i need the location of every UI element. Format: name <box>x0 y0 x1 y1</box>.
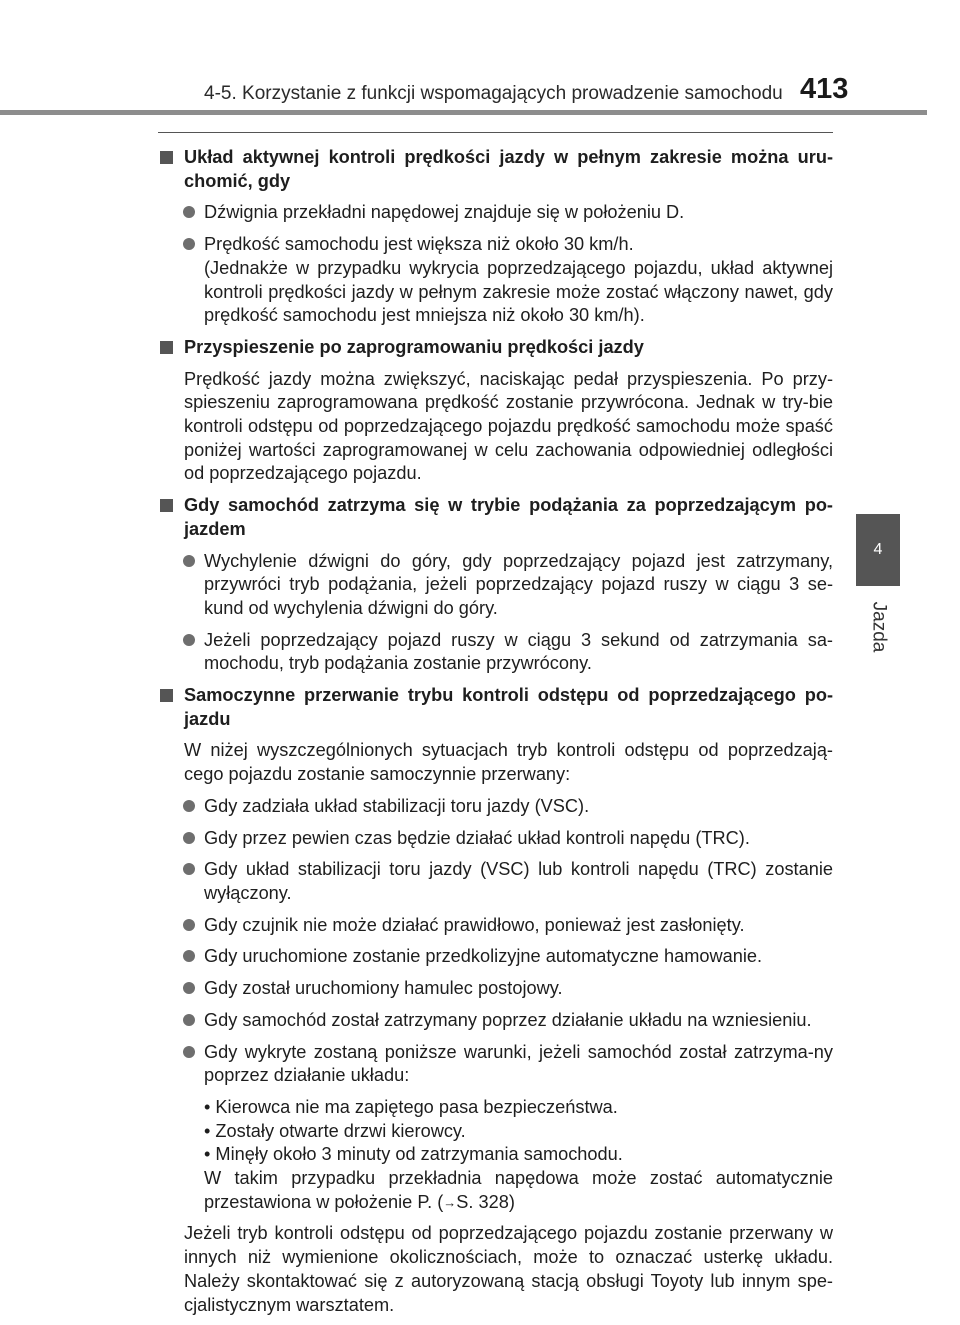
bullet-item: Gdy czujnik nie może działać prawidłowo, ponieważ jest zasłonięty. <box>160 914 833 938</box>
chapter-tab <box>856 514 900 586</box>
sub-item: • Kierowca nie ma zapiętego pasa bezpieczeństwa. <box>204 1096 618 1117</box>
page-number: 413 <box>800 73 849 105</box>
square-bullet-icon <box>160 499 173 512</box>
chapter-label <box>862 592 894 662</box>
circle-bullet-icon <box>183 634 195 646</box>
bullet-item: Dźwignia przekładni napędowej znajduje się w położeniu D. <box>160 201 833 225</box>
section-heading: Układ aktywnej kontroli prędkości jazdy w pełnym zakresie można uru-chomić, gdy <box>160 146 833 193</box>
circle-bullet-icon <box>183 1046 195 1058</box>
paragraph: Jeżeli tryb kontroli odstępu od poprzedzającego pojazdu zostanie przerwany w innych niż wymienione okolicznościach, może to oznaczać usterkę układu. Należy skontaktować się z autoryzowaną stacją obsługi Toyoty lub innym spe-cjalistycznym warsztatem. <box>184 1223 833 1315</box>
bullet-item: Prędkość samochodu jest większa niż około 30 km/h. (Jednakże w przypadku wykrycia poprzedzającego pojazdu, układ aktywnej kontroli prędkości jazdy w pełnym zakresie może zostać włączony nawet, gdy prędkość samochodu jest mniejsza niż około 30 km/h). <box>160 233 833 328</box>
bullet-item: Wychylenie dźwigni do góry, gdy poprzedzający pojazd jest zatrzymany, przywróci tryb podążania, jeżeli poprzedzający pojazd ruszy w ciągu 3 se-kund od wychylenia dźwigni do góry. <box>160 550 833 621</box>
bullet-item: Gdy zadziała układ stabilizacji toru jazdy (VSC). <box>160 795 833 819</box>
circle-bullet-icon <box>183 982 195 994</box>
circle-bullet-icon <box>183 206 195 218</box>
sub-item: • Minęły około 3 minuty od zatrzymania samochodu. <box>204 1144 623 1165</box>
sub-item: • Zostały otwarte drzwi kierowcy. <box>204 1120 466 1141</box>
bullet-item: Gdy został uruchomiony hamulec postojowy. <box>160 977 833 1001</box>
page-content <box>160 146 833 1325</box>
circle-bullet-icon <box>183 832 195 844</box>
circle-bullet-icon <box>183 919 195 931</box>
circle-bullet-icon <box>183 800 195 812</box>
header-rule <box>0 110 927 115</box>
chapter-label-text: Jazda <box>868 601 890 653</box>
section-heading: Gdy samochód zatrzyma się w trybie podążania za poprzedzającym po-jazdem <box>160 494 833 541</box>
bullet-item: Gdy wykryte zostaną poniższe warunki, jeżeli samochód został zatrzyma-ny poprzez działanie układu: <box>160 1041 833 1088</box>
circle-bullet-icon <box>183 863 195 875</box>
paragraph: W niżej wyszczególnionych sytuacjach tryb kontroli odstępu od poprzedzają-cego pojazdu zostanie samoczynnie przerwany: <box>184 740 833 785</box>
page-reference: S. 328) <box>456 1191 515 1212</box>
chapter-number: 4 <box>873 541 883 558</box>
bullet-item: Gdy uruchomione zostanie przedkolizyjne automatyczne hamowanie. <box>160 945 833 969</box>
section-heading: Przyspieszenie po zaprogramowaniu prędkości jazdy <box>160 336 833 360</box>
square-bullet-icon <box>160 151 173 164</box>
bullet-item: Gdy samochód został zatrzymany poprzez działanie układu na wzniesieniu. <box>160 1009 833 1033</box>
circle-bullet-icon <box>183 950 195 962</box>
square-bullet-icon <box>160 689 173 702</box>
bullet-item: Gdy układ stabilizacji toru jazdy (VSC) lub kontroli napędu (TRC) zostanie wyłączony. <box>160 858 833 905</box>
sub-list <box>160 1096 833 1215</box>
header-title: 4-5. Korzystanie z funkcji wspomagających prowadzenie samochodu <box>204 83 783 104</box>
sub-note: W takim przypadku przekładnia napędowa może zostać automatycznie przestawiona w położenie P. (→S. 328) <box>204 1168 833 1212</box>
circle-bullet-icon <box>183 555 195 567</box>
circle-bullet-icon <box>183 1014 195 1026</box>
arrow-right-icon: → <box>443 1194 457 1210</box>
bullet-item: Gdy przez pewien czas będzie działać układ kontroli napędu (TRC). <box>160 827 833 851</box>
content-top-rule <box>158 132 833 133</box>
paragraph: Prędkość jazdy można zwiększyć, naciskając pedał przyspieszenia. Po przy-spieszeniu zaprogramowana prędkość zostanie przywrócona. Jednak w try-bie kontroli odstępu od poprzedzającego pojazdu prędkość samochodu może spaść poniżej wartości zaprogramowanej w celu zachowania odpowiedniej odległości od poprzedzającego pojazdu. <box>184 368 833 484</box>
section-heading: Samoczynne przerwanie trybu kontroli odstępu od poprzedzającego po-jazdu <box>160 684 833 731</box>
square-bullet-icon <box>160 341 173 354</box>
circle-bullet-icon <box>183 238 195 250</box>
bullet-item: Jeżeli poprzedzający pojazd ruszy w ciągu 3 sekund od zatrzymania sa-mochodu, tryb podążania zostanie przywrócony. <box>160 629 833 676</box>
